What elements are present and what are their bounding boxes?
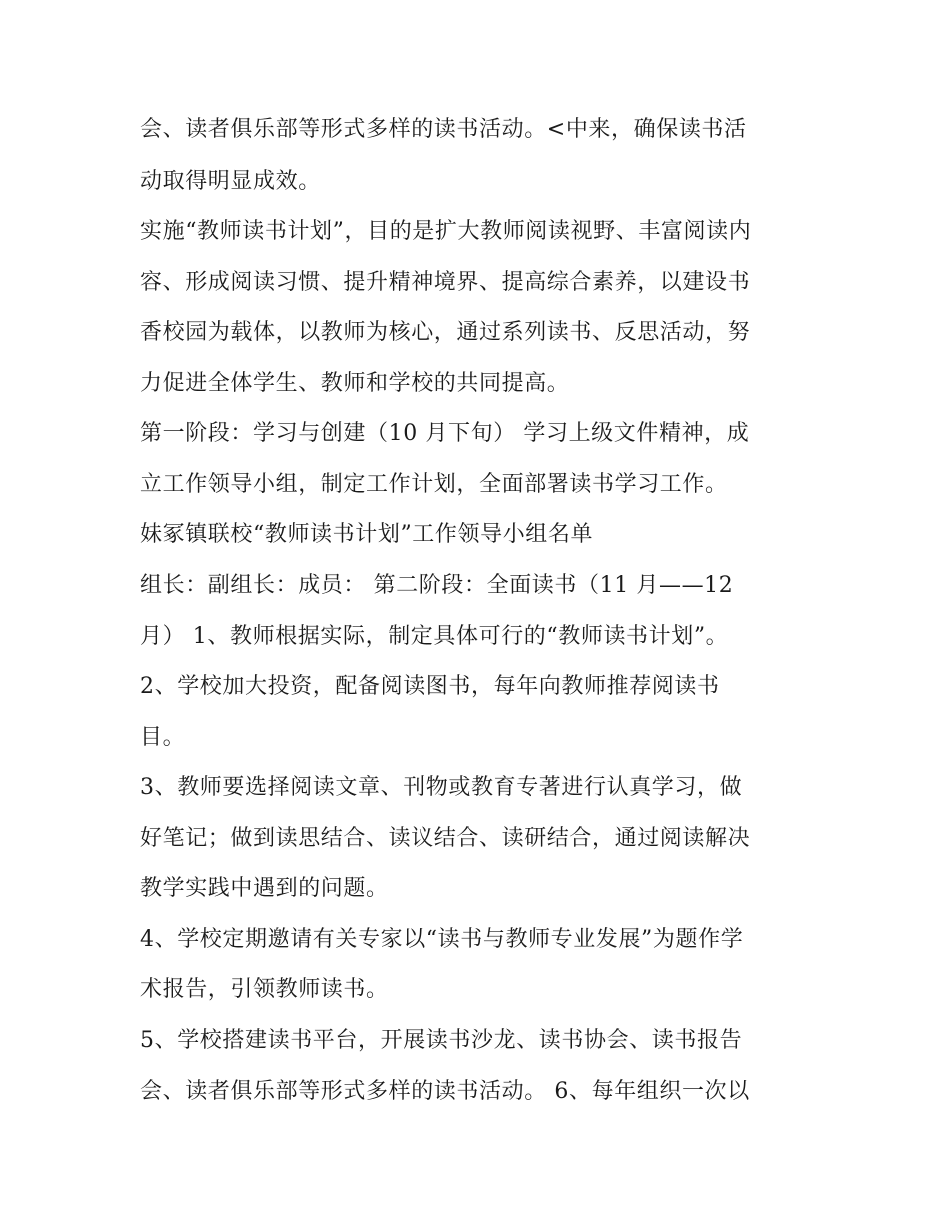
text-line: 4、学校定期邀请有关专家以“读书与教师专业发展”为题作学 [140, 927, 744, 952]
text-line: 香校园为载体，以教师为核心，通过系列读书、反思活动，努 [140, 320, 751, 345]
text-line: 月） 1、教师根据实际，制定具体可行的“教师读书计划”。 [140, 624, 729, 649]
text-line: 妹冢镇联校“教师读书计划”工作领导小组名单 [140, 522, 594, 547]
text-line: 会、读者俱乐部等形式多样的读书活动。<中来，确保读书活 [140, 117, 747, 142]
text-line: 术报告，引领教师读书。 [140, 977, 389, 1002]
text-line: 2、学校加大投资，配备阅读图书，每年向教师推荐阅读书 [140, 674, 720, 699]
text-line: 立工作领导小组，制定工作计划，全面部署读书学习工作。 [140, 472, 728, 497]
text-line: 会、读者俱乐部等形式多样的读书活动。 6、每年组织一次以 [140, 1079, 750, 1104]
text-line: 3、教师要选择阅读文章、刊物或教育专著进行认真学习，做 [140, 775, 743, 800]
text-line: 力促进全体学生、教师和学校的共同提高。 [140, 371, 570, 396]
text-line: 动取得明显成效。 [140, 169, 321, 194]
text-line: 实施“教师读书计划”，目的是扩大教师阅读视野、丰富阅读内 [140, 219, 752, 244]
text-line: 好笔记；做到读思结合、读议结合、读研结合，通过阅读解决 [140, 826, 751, 851]
text-line: 组长：副组长：成员： 第二阶段：全面读书（11 月——12 [140, 573, 734, 598]
text-line: 教学实践中遇到的问题。 [140, 876, 389, 901]
text-line: 目。 [140, 725, 186, 750]
text-line: 第一阶段：学习与创建（10 月下旬） 学习上级文件精神，成 [140, 421, 750, 446]
text-line: 容、形成阅读习惯、提升精神境界、提高综合素养，以建设书 [140, 270, 751, 295]
text-line: 5、学校搭建读书平台，开展读书沙龙、读书协会、读书报告 [140, 1028, 743, 1053]
